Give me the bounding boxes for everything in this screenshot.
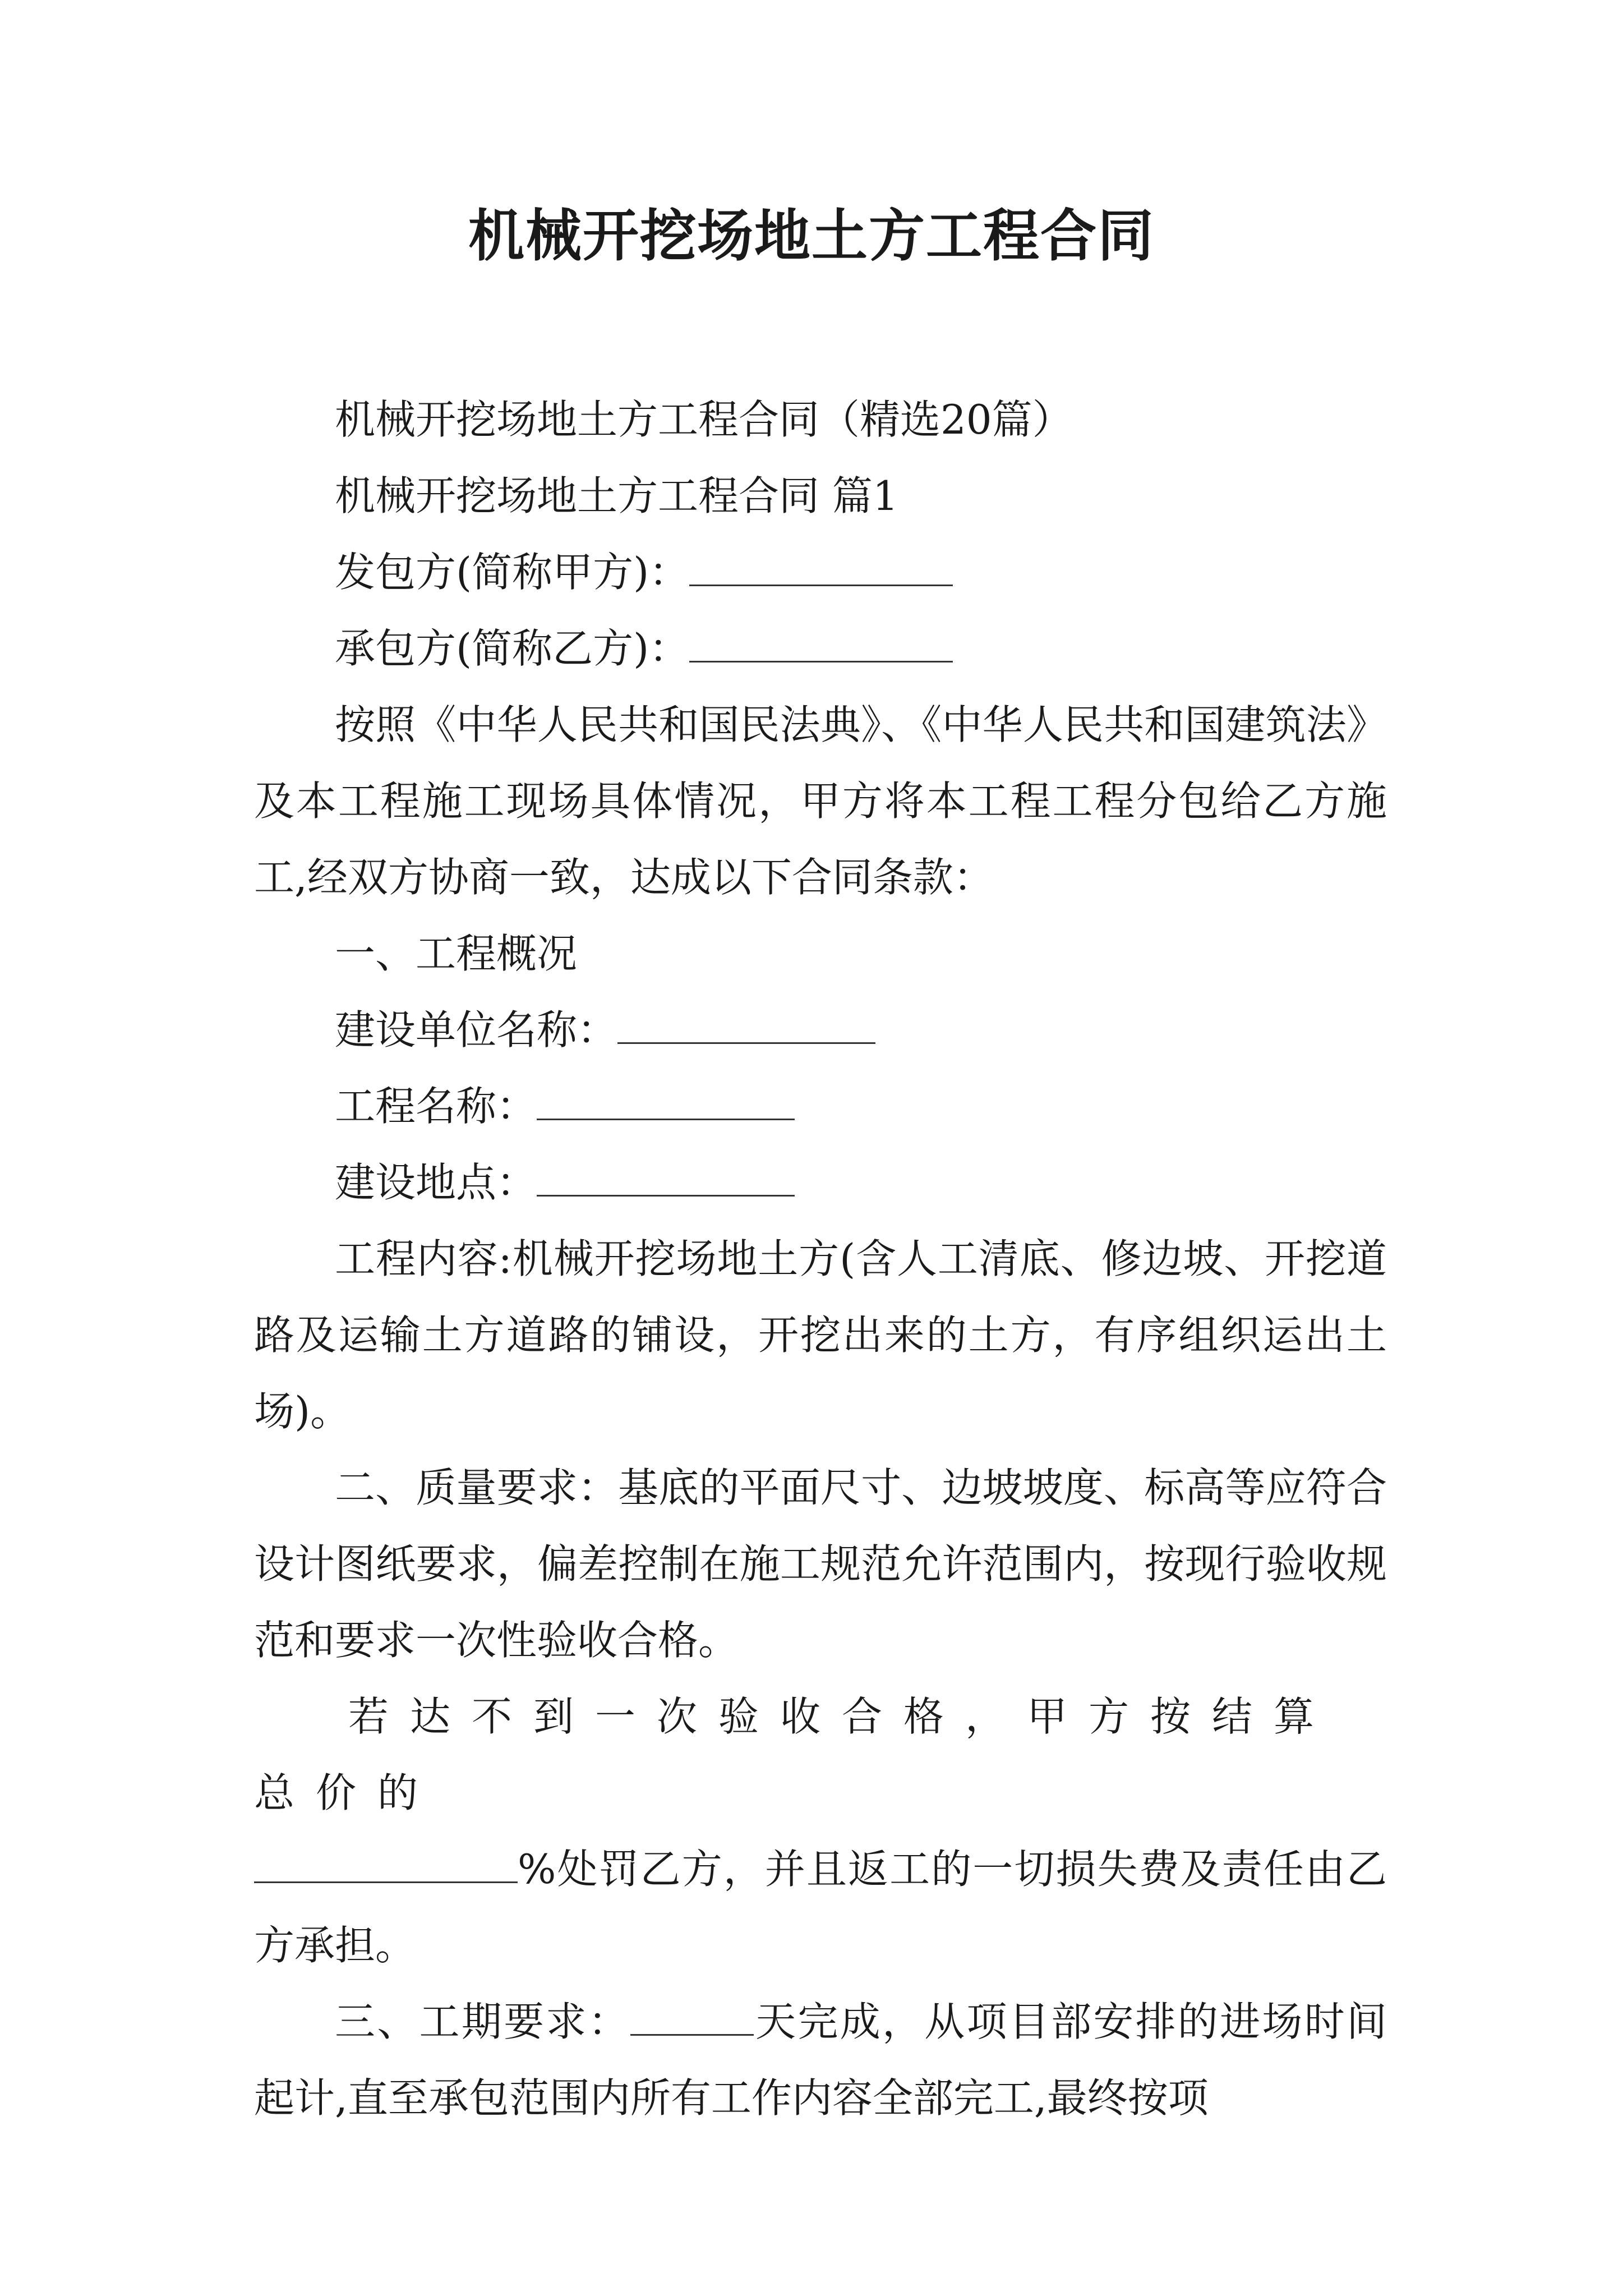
construction-unit-blank xyxy=(617,1006,875,1044)
project-name-blank xyxy=(537,1083,795,1120)
quality-paragraph: 二、质量要求：基底的平面尺寸、边坡坡度、标高等应符合设计图纸要求，偏差控制在施工规范允许范围内，按现行验收规范和要求一次性验收合格。 xyxy=(254,1464,1387,1664)
section1-heading: 一、工程概况 xyxy=(335,930,578,977)
party-a-label: 发包方(简称甲方)： xyxy=(335,549,690,596)
project-name-label: 工程名称： xyxy=(335,1083,537,1130)
penalty-rest: %处罚乙方，并且返工的一切损失费及责任由乙方承担。 xyxy=(254,1846,1387,1969)
section-heading: 机械开挖场地土方工程合同 篇1 xyxy=(335,472,898,519)
construction-unit-line xyxy=(254,992,1387,1068)
party-b-label: 承包方(简称乙方)： xyxy=(335,625,690,672)
section3-prefix: 三、工期要求： xyxy=(335,1998,630,2045)
preamble-paragraph: 按照《中华人民共和国民法典》、《中华人民共和国建筑法》及本工程施工现场具体情况，甲方将本工程工程分包给乙方施工,经双方协商一致，达成以下合同条款： xyxy=(254,701,1387,901)
section3-paragraph xyxy=(254,1984,1387,2136)
project-name-line xyxy=(254,1068,1387,1144)
penalty-percent-blank xyxy=(254,1846,518,1883)
construction-site-line xyxy=(254,1144,1387,1221)
construction-site-blank xyxy=(537,1159,795,1197)
construction-unit-label: 建设单位名称： xyxy=(335,1006,618,1053)
document-title: 机械开挖场地土方工程合同 xyxy=(468,203,1155,269)
penalty-line-2 xyxy=(254,1831,1387,1984)
party-b-line xyxy=(254,610,1387,687)
party-b-blank xyxy=(689,625,953,662)
subtitle-line: 机械开挖场地土方工程合同（精选20篇） xyxy=(335,396,1073,443)
document-body xyxy=(254,381,1387,2136)
party-a-blank xyxy=(689,549,953,586)
party-a-line xyxy=(254,534,1387,610)
section3-rest: 天完成，从项目部安排的进场时间起计,直至承包范围内所有工作内容全部完工,最终按项 xyxy=(254,1998,1387,2122)
project-content-paragraph: 工程内容:机械开挖场地土方(含人工清底、修边坡、开挖道路及运输土方道路的铺设，开挖出来的土方，有序组织运出土场)。 xyxy=(254,1235,1387,1435)
duration-blank xyxy=(630,1998,754,2036)
penalty-line-1: 若达不到一次验收合格，甲方按结算总价的 xyxy=(254,1693,1336,1816)
construction-site-label: 建设地点： xyxy=(335,1159,537,1206)
